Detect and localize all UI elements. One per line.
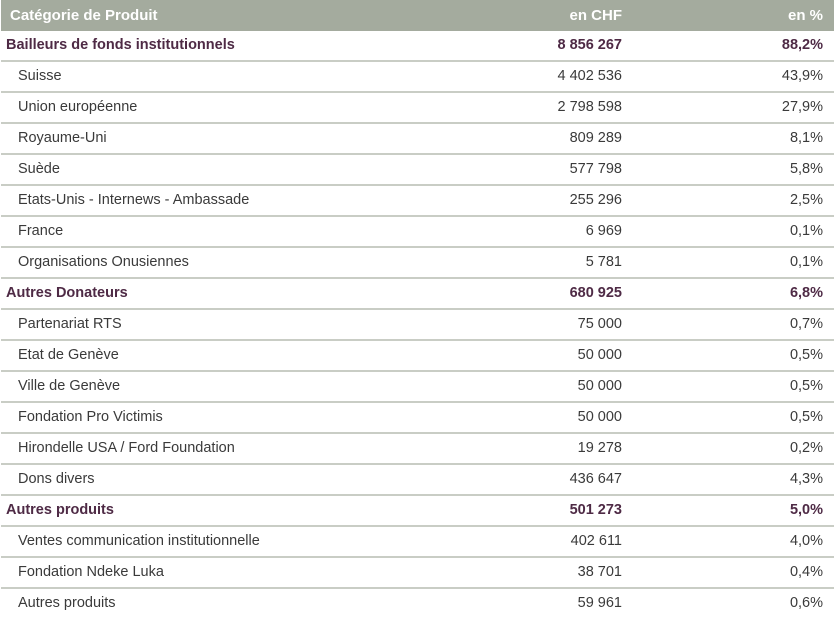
item-percent: 0,5% — [789, 409, 823, 425]
item-chf: 436 647 — [569, 471, 622, 487]
table-row — [1, 123, 834, 154]
item-percent: 5,8% — [789, 161, 823, 177]
item-name: Suisse — [18, 68, 62, 84]
table-row — [1, 216, 834, 247]
header-percent: en % — [622, 0, 834, 31]
table-row — [1, 340, 834, 371]
item-percent: 0,6% — [789, 595, 823, 611]
item-name: France — [18, 223, 64, 239]
group-percent: 5,0% — [789, 502, 823, 518]
item-chf: 2 798 598 — [557, 99, 622, 115]
table-row — [1, 371, 834, 402]
item-percent: 0,4% — [789, 564, 823, 580]
item-chf: 255 296 — [569, 192, 622, 208]
item-name: Royaume-Uni — [18, 130, 107, 146]
revenue-table — [1, 0, 834, 618]
item-name: Ville de Genève — [18, 378, 121, 394]
table-header-row — [1, 0, 834, 31]
item-name: Fondation Pro Victimis — [18, 409, 163, 425]
group-name: Autres Donateurs — [6, 285, 128, 301]
item-percent: 0,2% — [789, 440, 823, 456]
item-percent: 0,7% — [789, 316, 823, 332]
item-chf: 19 278 — [577, 440, 622, 456]
item-percent: 4,3% — [789, 471, 823, 487]
table-row — [1, 402, 834, 433]
item-chf: 402 611 — [570, 533, 622, 549]
item-name: Etats-Unis - Internews - Ambassade — [18, 192, 250, 208]
item-chf: 5 781 — [585, 254, 622, 270]
group-percent: 88,2% — [781, 37, 823, 53]
item-chf: 50 000 — [577, 409, 622, 425]
item-chf: 809 289 — [569, 130, 622, 146]
item-chf: 75 000 — [577, 316, 622, 332]
item-percent: 43,9% — [781, 68, 823, 84]
table-row — [1, 92, 834, 123]
item-name: Union européenne — [18, 99, 138, 115]
item-percent: 0,5% — [789, 347, 823, 363]
header-chf: en CHF — [541, 0, 622, 31]
item-chf: 38 701 — [577, 564, 622, 580]
group-chf: 501 273 — [569, 502, 622, 518]
group-percent: 6,8% — [789, 285, 823, 301]
item-percent: 4,0% — [789, 533, 823, 549]
item-name: Autres produits — [18, 595, 116, 611]
header-category: Catégorie de Produit — [1, 0, 541, 31]
item-name: Hirondelle USA / Ford Foundation — [18, 440, 235, 456]
item-name: Partenariat RTS — [18, 316, 122, 332]
table-row — [1, 185, 834, 216]
item-chf: 4 402 536 — [557, 68, 622, 84]
table-row — [1, 588, 834, 618]
item-name: Fondation Ndeke Luka — [18, 564, 164, 580]
group-name: Autres produits — [6, 502, 114, 518]
group-row — [1, 278, 834, 309]
revenue-table-container — [1, 0, 834, 611]
item-chf: 50 000 — [577, 378, 622, 394]
item-percent: 0,1% — [789, 254, 823, 270]
table-row — [1, 557, 834, 588]
table-row — [1, 154, 834, 185]
item-chf: 50 000 — [577, 347, 622, 363]
group-name: Bailleurs de fonds institutionnels — [6, 37, 235, 53]
item-percent: 27,9% — [781, 99, 823, 115]
group-chf: 680 925 — [569, 285, 622, 301]
group-row — [1, 495, 834, 526]
item-percent: 8,1% — [789, 130, 823, 146]
group-chf: 8 856 267 — [557, 37, 622, 53]
item-name: Dons divers — [18, 471, 95, 487]
item-percent: 2,5% — [789, 192, 823, 208]
table-row — [1, 464, 834, 495]
table-row — [1, 309, 834, 340]
item-chf: 59 961 — [577, 595, 622, 611]
item-name: Organisations Onusiennes — [18, 254, 189, 270]
group-row — [1, 31, 834, 61]
table-row — [1, 433, 834, 464]
table-body — [1, 31, 834, 618]
item-name: Ventes communication institutionnelle — [18, 533, 260, 549]
item-chf: 577 798 — [569, 161, 622, 177]
item-percent: 0,1% — [789, 223, 823, 239]
item-name: Suède — [18, 161, 60, 177]
table-row — [1, 61, 834, 92]
table-row — [1, 247, 834, 278]
item-chf: 6 969 — [585, 223, 622, 239]
item-name: Etat de Genève — [18, 347, 119, 363]
item-percent: 0,5% — [789, 378, 823, 394]
table-row — [1, 526, 834, 557]
